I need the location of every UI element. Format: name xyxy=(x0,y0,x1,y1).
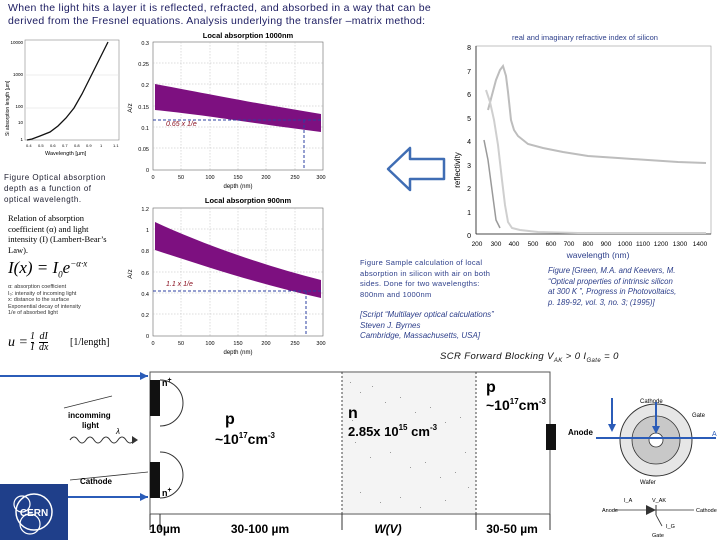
n-region-doping: 2.85x $10^{15}$ $cm^{-3}$ xyxy=(348,423,438,439)
scr-sub: Gate xyxy=(586,357,602,364)
y-tick: 0 xyxy=(467,233,471,240)
frac-bot: I xyxy=(30,342,35,353)
refractive-index-chart xyxy=(448,30,716,266)
caption-line: 800nm and 1000nm xyxy=(360,289,432,299)
y-tick: 8 xyxy=(467,45,471,52)
caption-line: Figure Sample calculation of local xyxy=(360,258,483,267)
lambert-beer-formula xyxy=(8,258,87,279)
x-tick: 0.9 xyxy=(86,143,92,148)
frac-bot: dx xyxy=(38,342,49,353)
y-tick: 0.2 xyxy=(141,313,149,319)
n-region-label: n xyxy=(348,405,358,422)
x-tick: 200 xyxy=(261,175,271,181)
x-tick: 1300 xyxy=(672,241,688,248)
legend-line: Exponential decay of intensity xyxy=(8,303,81,310)
script-reference xyxy=(360,310,530,342)
legend-line: x: distance to the surface xyxy=(8,297,70,303)
scr-title-text: SCR Forward Blocking V xyxy=(440,351,554,362)
ref-line: at 300 K ”, Progress in Photovoltaics, xyxy=(548,287,677,296)
chart-title: Local absorption 900nm xyxy=(204,196,292,205)
legend-line: I₀: intensity of incoming light xyxy=(8,290,77,297)
cathode-contact-top xyxy=(150,380,160,416)
plot-frame xyxy=(476,46,711,234)
formula-legend xyxy=(8,284,120,317)
y-tick: 0.3 xyxy=(141,41,149,47)
y-tick: 0.15 xyxy=(138,105,149,111)
y-axis-label: reflectivity xyxy=(453,152,462,188)
x-tick: 300 xyxy=(316,175,326,181)
vak-label: V_AK xyxy=(652,498,667,504)
intro-line-2: derived from the Fresnel equations. Analysis underlying the transfer –matrix method: xyxy=(8,15,426,27)
x-tick: 200 xyxy=(471,241,483,248)
caption-line: Figure Optical absorption xyxy=(4,173,106,182)
mu-formula xyxy=(8,332,50,353)
intro-text xyxy=(8,2,438,28)
legend-line: 1/e of absorbed light xyxy=(8,310,58,316)
formula-sub: 0 xyxy=(58,269,63,280)
absorption-1000nm-chart xyxy=(118,28,328,200)
absorption-length-curve xyxy=(27,42,108,140)
gate-label: Gate xyxy=(692,413,706,419)
cathode-symbol-label: Cathode xyxy=(696,508,717,514)
y-axis-label: A/z xyxy=(127,103,134,113)
x-tick: 1200 xyxy=(653,241,669,248)
light-arrowhead xyxy=(140,372,148,380)
ref-line: “Optical properties of intrinsic silicon xyxy=(548,276,673,286)
ref-line: [Script “Multilayer optical calculations” xyxy=(360,310,494,319)
y-tick: 0 xyxy=(145,168,149,174)
scr-sub: AK xyxy=(553,357,563,364)
ref-line: Figure [Green, M.A. and Keevers, M. xyxy=(548,266,676,275)
incoming-light-label: incomming light xyxy=(68,411,111,430)
x-tick: 0.8 xyxy=(74,143,80,148)
ia-label: I_A xyxy=(624,498,633,504)
y-axis-label: A/z xyxy=(127,269,134,279)
x-tick: 150 xyxy=(233,341,243,347)
x-tick: 1000 xyxy=(617,241,633,248)
n-plus-label-top: n+ xyxy=(162,377,172,388)
x-tick: 100 xyxy=(205,341,215,347)
light-arrowhead xyxy=(140,493,148,501)
wavy-light-icon xyxy=(70,437,134,443)
y-tick: 0.1 xyxy=(141,126,149,132)
y-tick: 0.05 xyxy=(138,147,149,153)
left-arrow-icon xyxy=(386,145,448,193)
y-tick: 6 xyxy=(467,92,471,99)
x-tick: 0.7 xyxy=(62,143,68,148)
green-reference xyxy=(548,266,718,308)
x-tick: 50 xyxy=(177,175,185,181)
formula-lhs: I(x) = I xyxy=(8,258,59,277)
absorption-depth-caption xyxy=(4,172,124,205)
y-tick: 1 xyxy=(145,228,149,234)
formula-e: e xyxy=(62,258,71,277)
x-tick: 0.4 xyxy=(26,143,32,148)
dim-wv: W(V) xyxy=(374,522,402,536)
refractive-real-curve xyxy=(488,66,706,163)
gate-symbol-label: Gate xyxy=(652,533,664,539)
y-tick: 0 xyxy=(145,334,149,340)
x-tick: 600 xyxy=(545,241,557,248)
x-tick: 300 xyxy=(490,241,502,248)
x-tick: 700 xyxy=(563,241,575,248)
relation-line: Relation of absorption xyxy=(8,213,85,223)
x-tick: 300 xyxy=(316,341,326,347)
n-region xyxy=(342,373,476,513)
y-tick: 10 xyxy=(17,120,23,125)
y-tick: 0.4 xyxy=(141,292,149,298)
cathode-label: Cathode xyxy=(80,477,112,486)
p-region-label: p xyxy=(225,411,235,428)
scr-title-text: = 0 xyxy=(601,351,619,362)
wafer-label: Wafer xyxy=(640,480,656,486)
caption-line: sides. Done for two wavelengths: xyxy=(360,279,480,288)
annotation: 1.1 x 1/e xyxy=(166,281,193,288)
x-axis-label: wavelength (nm) xyxy=(566,250,630,260)
x-tick: 150 xyxy=(233,175,243,181)
absorption-900nm-chart xyxy=(118,194,328,366)
y-tick: 1 xyxy=(20,137,23,142)
cern-logo-icon xyxy=(0,484,68,540)
reflectivity-curve xyxy=(484,140,500,228)
diode-symbol-icon xyxy=(646,505,656,515)
unit-label: [1/length] xyxy=(70,337,110,348)
x-axis-label: depth (nm) xyxy=(223,184,253,190)
ig-label: I_G xyxy=(666,524,675,530)
y-tick: 7 xyxy=(467,69,471,76)
chart-title: real and imaginary refractive index of silicon xyxy=(512,33,658,42)
relation-line: coefficient (α) and light xyxy=(8,223,89,234)
lambda-label: λ xyxy=(116,427,120,436)
frac-top: 1 xyxy=(29,331,35,342)
p-anode-region-doping: $\sim 10^{17}cm^{-3}$ xyxy=(486,397,547,413)
x-tick: 1 xyxy=(100,143,103,148)
cathode-label: Cathode xyxy=(640,399,663,405)
y-axis-label: Si absorption length [µm] xyxy=(5,80,11,136)
sample-caption xyxy=(360,258,518,300)
x-tick: 250 xyxy=(290,175,300,181)
axis-a-label: A xyxy=(712,431,717,438)
x-tick: 1400 xyxy=(692,241,708,248)
y-tick: 0.25 xyxy=(138,62,149,68)
chart-frame xyxy=(25,40,119,140)
y-tick: 1000 xyxy=(12,72,23,77)
y-tick: 0.6 xyxy=(141,271,149,277)
n-plus-label-bottom: n+ xyxy=(162,487,172,498)
y-tick: 100 xyxy=(15,104,23,109)
y-tick: 2 xyxy=(467,186,471,193)
absorption-length-chart xyxy=(0,36,125,156)
legend-line: α: absorption coefficient xyxy=(8,284,67,290)
svg-text:CERN: CERN xyxy=(19,508,49,519)
ref-line: Cambridge, Massachusetts, USA] xyxy=(360,331,481,340)
annotation: 0.65 x 1/e xyxy=(166,121,197,128)
p-region-doping: $\sim 10^{17}cm^{-3}$ xyxy=(215,431,276,447)
intro-line-1: When the light hits a layer it is reflected, refracted, and absorbed in a way that can be xyxy=(8,2,432,14)
frac-top: dI xyxy=(39,331,48,342)
gate-dot xyxy=(649,433,663,447)
dim-30-100um: 30-100 µm xyxy=(230,522,290,536)
scr-title-text: > 0 I xyxy=(562,351,587,362)
caption-line: optical wavelength. xyxy=(4,195,82,204)
relation-line: Law). xyxy=(8,244,29,255)
x-tick: 0.6 xyxy=(50,143,56,148)
ref-line: p. 189-92, vol. 3, no. 3; (1995)] xyxy=(548,297,655,307)
y-tick: 1.2 xyxy=(141,207,149,213)
p-anode-region-label: p xyxy=(486,379,496,396)
anode-contact xyxy=(546,424,556,450)
mu-lhs: u = xyxy=(8,334,28,350)
y-tick: 1 xyxy=(467,210,471,217)
y-tick: 4 xyxy=(467,139,471,146)
ref-line: Steven J. Byrnes xyxy=(360,320,421,330)
x-tick: 400 xyxy=(508,241,520,248)
x-axis-label: depth (nm) xyxy=(223,350,253,356)
relation-line: intensity (I) (Lambert-Bear’s xyxy=(8,234,107,244)
x-tick: 200 xyxy=(261,341,271,347)
thyristor-schematic xyxy=(596,380,720,540)
cathode-contact-bottom xyxy=(150,462,160,498)
chart-title: Local absorption 1000nm xyxy=(202,31,294,40)
x-axis-label: Wavelength [µm] xyxy=(45,151,87,156)
x-tick: 100 xyxy=(205,175,215,181)
pointer-line xyxy=(64,396,112,408)
caption-line: depth as a function of xyxy=(4,184,92,193)
y-tick: 5 xyxy=(467,116,471,123)
x-tick: 0 xyxy=(151,341,155,347)
x-tick: 0.5 xyxy=(38,143,44,148)
dim-10um: 10µm xyxy=(149,522,181,536)
x-tick: 800 xyxy=(582,241,594,248)
y-tick: 10000 xyxy=(10,40,23,45)
cern-logo xyxy=(0,484,68,540)
x-tick: 500 xyxy=(527,241,539,248)
x-tick: 0 xyxy=(151,175,155,181)
y-tick: 0.8 xyxy=(141,249,149,255)
anode-label: Anode xyxy=(568,428,593,437)
anode-symbol-label: Anode xyxy=(602,508,618,514)
caption-line: absorption in silicon with air on both xyxy=(360,268,491,278)
formula-exp: −α·x xyxy=(70,258,88,269)
x-tick: 50 xyxy=(177,341,185,347)
x-tick: 900 xyxy=(600,241,612,248)
y-tick: 0.2 xyxy=(141,83,149,89)
dim-30-50um: 30-50 µm xyxy=(486,522,538,536)
x-tick: 1.1 xyxy=(113,143,119,148)
y-tick: 3 xyxy=(467,163,471,170)
x-tick: 1100 xyxy=(636,241,650,248)
x-tick: 250 xyxy=(290,341,300,347)
lambert-beer-relation xyxy=(8,213,126,255)
